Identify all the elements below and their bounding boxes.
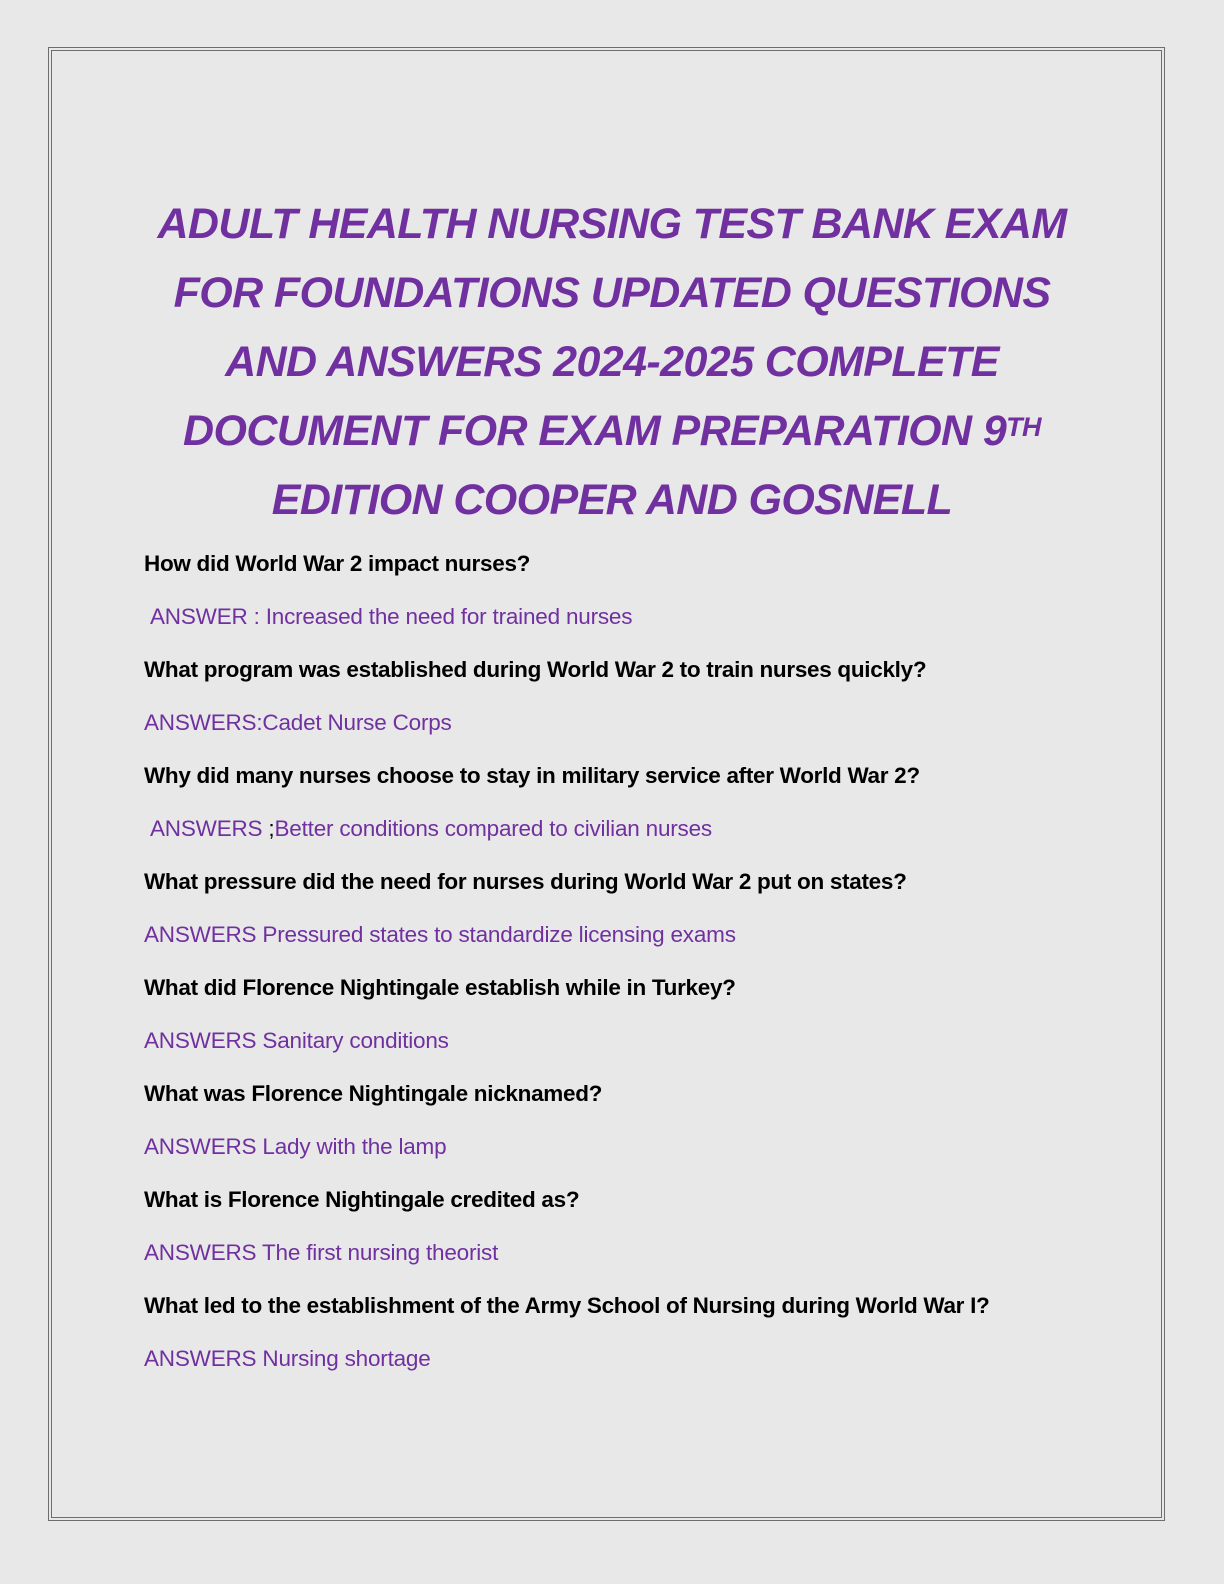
question-3: Why did many nurses choose to stay in military service after World War 2? [144, 763, 920, 788]
title-line-2: FOR FOUNDATIONS UPDATED QUESTIONS [173, 269, 1051, 317]
answer-3 [144, 811, 1074, 864]
answer-3-prefix: ANSWERS [150, 816, 269, 841]
document-title [120, 190, 1104, 535]
answer-6: ANSWERS Lady with the lamp [144, 1134, 447, 1159]
title-line-5: EDITION COOPER AND GOSNELL [271, 476, 953, 524]
answer-3-text: Better conditions compared to civilian nurses [274, 816, 712, 841]
answer-5: ANSWERS Sanitary conditions [144, 1028, 449, 1053]
title-superscript: TH [1006, 412, 1041, 442]
question-6: What was Florence Nightingale nicknamed? [144, 1081, 603, 1106]
question-8: What led to the establishment of the Army School of Nursing during World War I? [144, 1293, 990, 1318]
answer-2: ANSWERS:Cadet Nurse Corps [144, 710, 452, 735]
answer-7: ANSWERS The first nursing theorist [144, 1240, 499, 1265]
question-1: How did World War 2 impact nurses? [144, 551, 531, 576]
answer-4: ANSWERS Pressured states to standardize licensing exams [144, 922, 736, 947]
qa-list [144, 546, 1074, 1394]
answer-3-separator: ; [268, 816, 275, 841]
question-7: What is Florence Nightingale credited as? [144, 1187, 580, 1212]
question-5: What did Florence Nightingale establish while in Turkey? [144, 975, 736, 1000]
question-2: What program was established during World War 2 to train nurses quickly? [144, 657, 927, 682]
title-line-1: ADULT HEALTH NURSING TEST BANK EXAM [157, 200, 1067, 248]
title-line-3: AND ANSWERS 2024-2025 COMPLETE [225, 338, 999, 386]
answer-1: ANSWER : Increased the need for trained nurses [150, 604, 633, 629]
question-4: What pressure did the need for nurses during World War 2 put on states? [144, 869, 907, 894]
answer-8: ANSWERS Nursing shortage [144, 1346, 431, 1371]
title-line-4: DOCUMENT FOR EXAM PREPARATION 9 [183, 407, 1007, 455]
